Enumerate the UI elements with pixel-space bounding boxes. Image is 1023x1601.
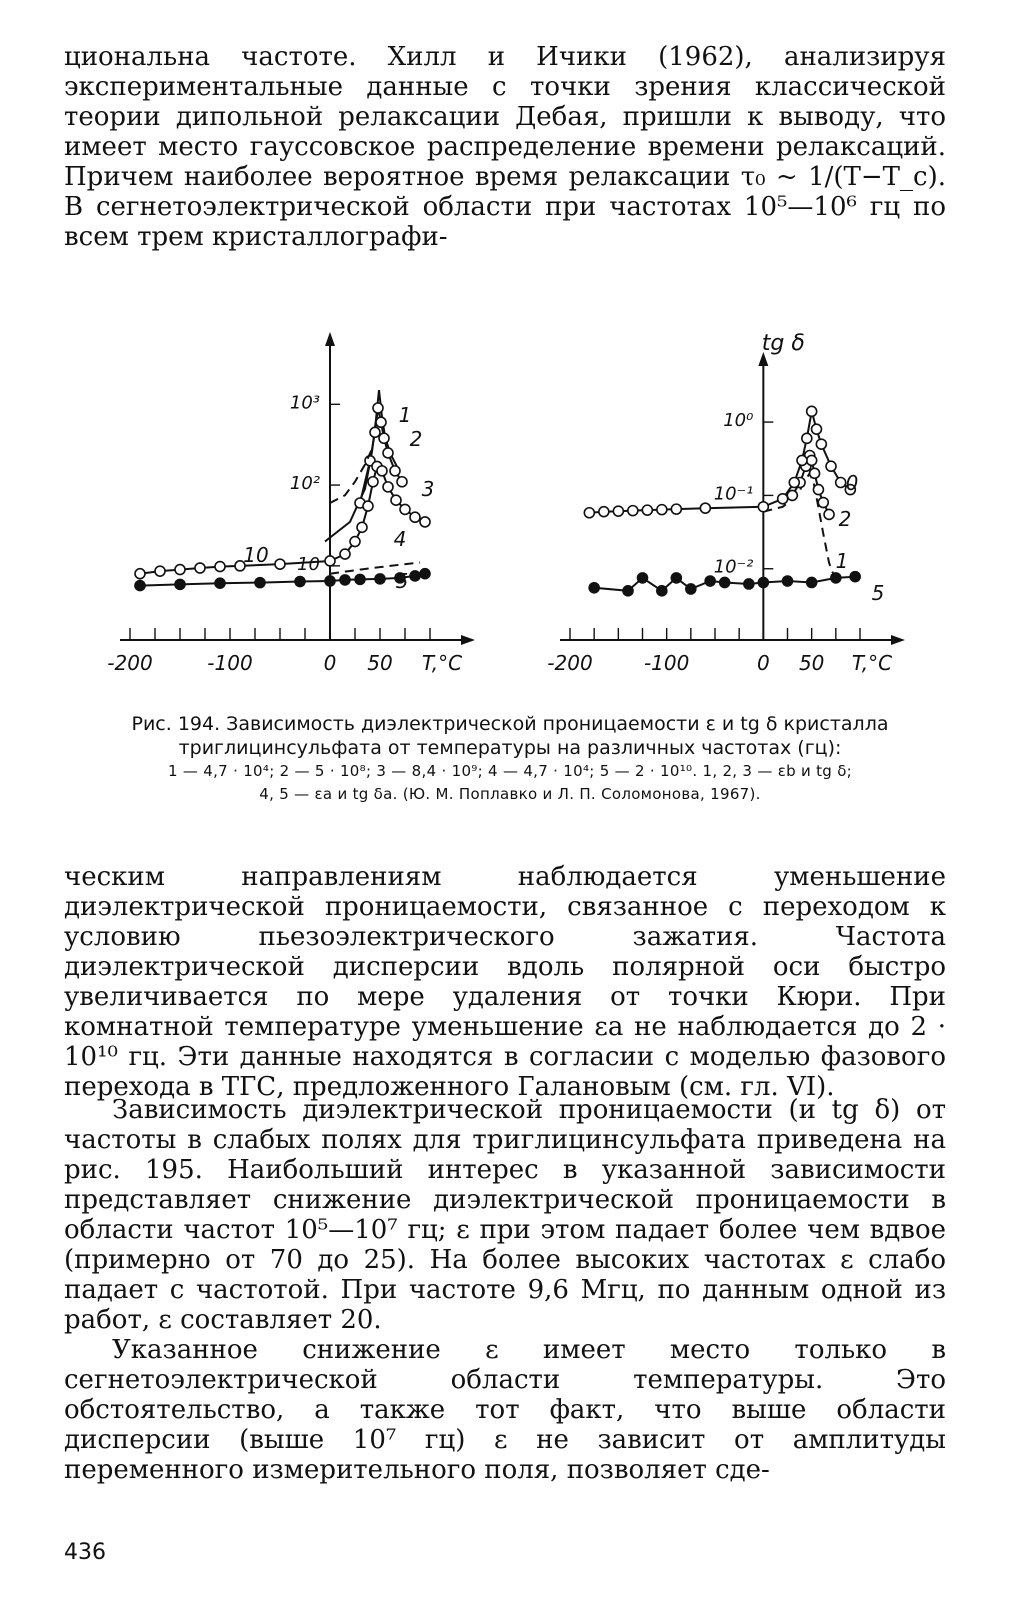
data-point (368, 477, 378, 487)
y-tick-label: 10 (297, 553, 320, 575)
data-point (783, 576, 793, 586)
y-tick-label: 10⁻² (713, 556, 754, 578)
data-point (383, 448, 393, 458)
caption-title-line-1: Рис. 194. Зависимость диэлектрической проницаемости ε и tg δ кристалла (131, 713, 889, 735)
x-tick-label: -200 (107, 651, 153, 675)
data-point (295, 577, 305, 587)
paragraph-4 (64, 1335, 946, 1485)
data-point (802, 433, 812, 443)
data-point (255, 578, 265, 588)
data-point (826, 461, 836, 471)
figure-caption (80, 712, 940, 806)
data-point (657, 505, 667, 515)
data-point (818, 498, 828, 508)
data-point (410, 512, 420, 522)
x-tick-label: -200 (547, 651, 593, 675)
data-point (686, 584, 696, 594)
chart-dielectric-permittivity (60, 330, 540, 690)
data-point (623, 586, 633, 596)
data-point (175, 565, 185, 575)
y-tick-label: 10² (289, 473, 320, 495)
data-point (671, 573, 681, 583)
data-point (325, 556, 335, 566)
x-tick-label: -100 (643, 651, 690, 675)
data-point (370, 427, 380, 437)
data-point (657, 586, 667, 596)
curve-label: 4 (393, 527, 407, 551)
data-point (744, 579, 754, 589)
series-line-3 (140, 467, 425, 574)
data-point (410, 571, 420, 581)
data-point (810, 468, 820, 478)
data-point (400, 504, 410, 514)
x-tick-label: -100 (207, 651, 253, 675)
data-point (420, 569, 430, 579)
data-point (824, 509, 834, 519)
caption-legend-line-1: 1 — 4,7 · 10⁴; 2 — 5 · 10⁸; 3 — 8,4 · 10⁹; 4 — 4,7 · 10⁴; 5 — 2 · 10¹⁰. 1, 2, 3 — εb и tg δ; (167, 762, 853, 780)
paragraph-1-text: циональна частоте. Хилл и Ичики (1962), анализируя экспериментальные данные с точки зрения классической теории дипольной релаксации Дебая, пришли к выводу, что имеет место гауссовское распределение времени релаксаций. Причем наиболее вероятное время релаксации τ₀ ~ 1/(T−T_c). В сегнетоэлектрической области при частотах 10⁵—10⁶ гц по всем трем кристаллографи- (64, 42, 946, 252)
y-axis-title: tg δ (761, 331, 805, 356)
data-point (383, 482, 393, 492)
curve-label: 10 (243, 543, 269, 567)
data-point (350, 537, 360, 547)
x-tick-label: T,°C (851, 651, 893, 675)
curve-label: 5 (871, 581, 885, 605)
data-point (638, 573, 648, 583)
data-point (628, 506, 638, 516)
y-axis-arrow (325, 332, 335, 346)
curve-label: 1 (398, 403, 412, 427)
x-axis-arrow (461, 635, 475, 645)
data-point (584, 508, 594, 518)
x-tick-label: 0 (323, 651, 337, 675)
data-point (376, 417, 386, 427)
data-point (813, 485, 823, 495)
data-point (807, 406, 817, 416)
y-tick-label: 10⁰ (723, 410, 754, 432)
data-point (373, 403, 383, 413)
data-point (797, 455, 807, 465)
data-point (155, 566, 165, 576)
data-point (215, 562, 225, 572)
data-point (195, 563, 205, 573)
x-tick-label: 50 (798, 651, 825, 675)
data-point (357, 522, 367, 532)
paragraph-3-text: Зависимость диэлектрической проницаемости (и tg δ) от частоты в слабых полях для триглицинсульфата приведена на рис. 195. Наибольший интерес в указанной зависимости представляет снижение диэлектрической проницаемости в области частот 10⁵—10⁷ гц; ε при этом падает более чем вдвое (примерно от 70 до 25). На более высоких частотах ε слабо падает с частотой. При частоте 9,6 Мгц, по данным одной из работ, ε составляет 20. (64, 1095, 946, 1335)
data-point (275, 559, 285, 569)
data-point (175, 579, 185, 589)
series-line-1 (325, 390, 398, 541)
data-point (705, 576, 715, 586)
data-point (671, 504, 681, 514)
data-point (700, 503, 710, 513)
curve-label: 3 (421, 477, 435, 501)
data-point (397, 477, 407, 487)
chart-loss-tangent (520, 330, 980, 690)
data-point (831, 573, 841, 583)
data-point (778, 494, 788, 504)
data-point (135, 569, 145, 579)
data-point (377, 466, 387, 476)
y-tick-label: 10⁻¹ (713, 483, 754, 505)
curve-label: 1 (835, 549, 849, 573)
data-point (390, 466, 400, 476)
data-point (812, 424, 822, 434)
data-point (836, 477, 846, 487)
y-tick-label: 10³ (289, 392, 320, 414)
data-point (758, 577, 768, 587)
x-tick-label: 50 (367, 651, 393, 675)
x-tick-label: T,°C (421, 651, 463, 675)
page-number: 436 (64, 1540, 106, 1565)
x-tick-label: 0 (756, 651, 770, 675)
data-point (720, 577, 730, 587)
data-point (599, 507, 609, 517)
paragraph-2-text: ческим направлениям наблюдается уменьшение диэлектрической проницаемости, связанное с переходом к условию пьезоэлектрического зажатия. Частота диэлектрической дисперсии вдоль полярной оси быстро увеличивается по мере удаления от точки Кюри. При комнатной температуре уменьшение εa не наблюдается до 2 · 10¹⁰ гц. Эти данные находятся в согласии с моделью фазового перехода в ТГС, предложенного Галановым (см. гл. VI). (64, 862, 946, 1102)
data-point (589, 583, 599, 593)
data-point (758, 502, 768, 512)
data-point (325, 576, 335, 586)
x-axis-arrow (891, 635, 905, 645)
data-point (391, 495, 401, 505)
data-point (807, 577, 817, 587)
data-point (816, 439, 826, 449)
data-point (789, 477, 799, 487)
data-point (787, 490, 797, 500)
curve-label: 2 (409, 427, 423, 451)
data-point (340, 575, 350, 585)
data-point (379, 433, 389, 443)
data-point (363, 501, 373, 511)
data-point (355, 574, 365, 584)
paragraph-2 (64, 862, 946, 1102)
data-point (807, 455, 817, 465)
data-point (850, 572, 860, 582)
data-point (375, 574, 385, 584)
data-point (215, 578, 225, 588)
data-point (135, 581, 145, 591)
curve-label: 2 (838, 507, 852, 531)
curve-label: 0 (845, 471, 859, 495)
data-point (613, 506, 623, 516)
curve-label: 5 (395, 569, 409, 593)
figure-194 (0, 330, 1023, 690)
caption-title-line-2: триглицинсульфата от температуры на различных частотах (гц): (178, 737, 842, 759)
data-point (642, 505, 652, 515)
paragraph-1 (64, 42, 946, 252)
paragraph-4-text: Указанное снижение ε имеет место только в сегнетоэлектрической области температуры. Это обстоятельство, а также тот факт, что выше области дисперсии (выше 10⁷ гц) ε не зависит от амплитуды переменного измерительного поля, позволяет сде- (64, 1335, 946, 1485)
data-point (340, 549, 350, 559)
caption-legend-line-2: 4, 5 — εa и tg δa. (Ю. М. Поплавко и Л. П. Соломонова, 1967). (259, 785, 761, 803)
data-point (420, 517, 430, 527)
paragraph-3 (64, 1095, 946, 1335)
